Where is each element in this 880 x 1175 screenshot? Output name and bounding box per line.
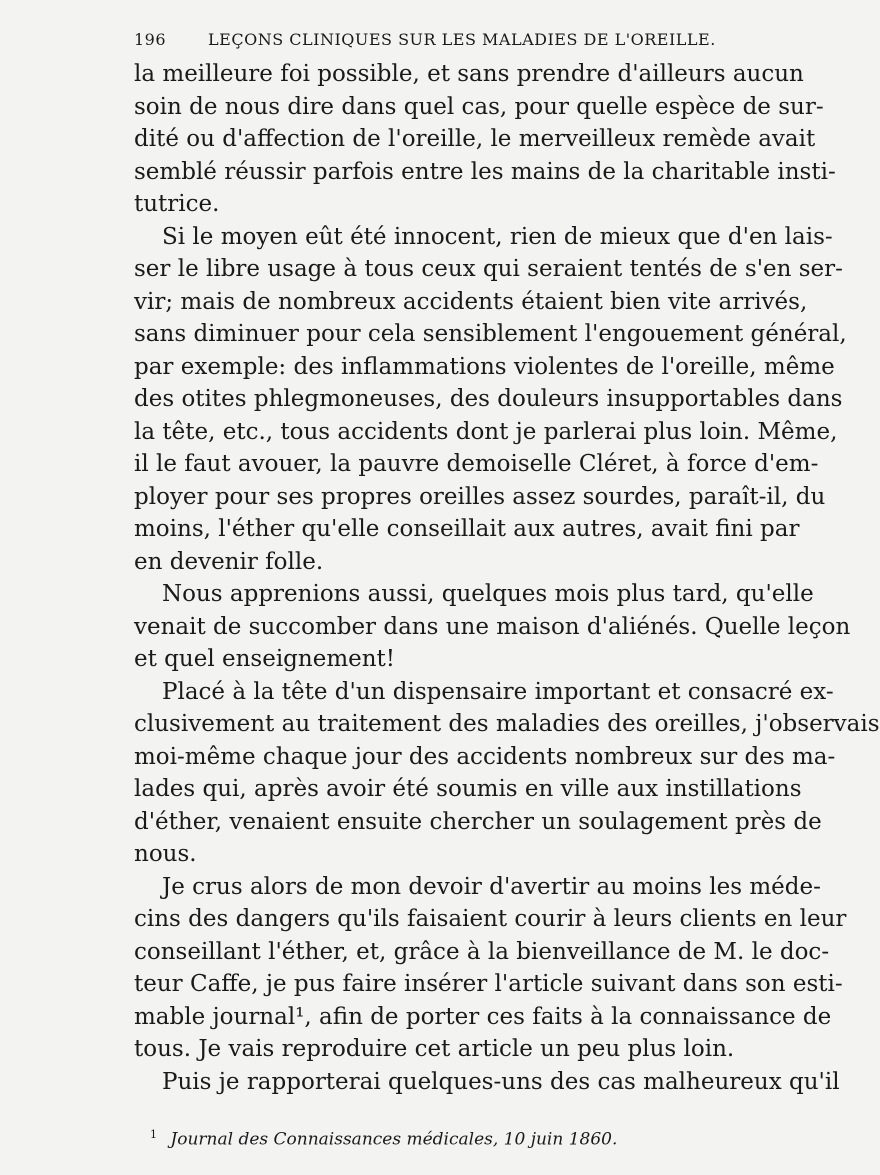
text-line: des otites phlegmoneuses, des douleurs insupportables dans: [134, 386, 843, 412]
text-line: nous.: [134, 841, 197, 867]
footnote: [150, 1124, 760, 1151]
text-line: moi-même chaque jour des accidents nombreux sur des ma-: [134, 743, 836, 770]
text-line: d'éther, venaient ensuite chercher un soulagement près de: [134, 808, 822, 835]
paragraph-first-line: Je crus alors de mon devoir d'avertir au moins les méde-: [162, 873, 821, 900]
paragraph-first-line: Si le moyen eût été innocent, rien de mieux que d'en lais-: [162, 223, 833, 250]
text-line: vir; mais de nombreux accidents étaient bien vite arrivés,: [134, 288, 808, 315]
text-line: la tête, etc., tous accidents dont je parlerai plus loin. Même,: [134, 418, 838, 445]
text-line: il le faut avouer, la pauvre demoiselle Cléret, à force d'em-: [134, 451, 819, 477]
text-line: clusivement au traitement des maladies des oreilles, j'observais: [134, 711, 880, 737]
text-line: et quel enseignement!: [134, 646, 396, 672]
text-line: ser le libre usage à tous ceux qui seraient tentés de s'en ser-: [134, 256, 843, 282]
paragraph-first-line: Placé à la tête d'un dispensaire important et consacré ex-: [162, 678, 834, 705]
text-line: venait de succomber dans une maison d'aliénés. Quelle leçon: [134, 613, 851, 640]
text-line: moins, l'éther qu'elle conseillait aux autres, avait fini par: [134, 516, 800, 542]
paragraph-first-line: Puis je rapporterai quelques-uns des cas malheureux qu'il: [162, 1068, 840, 1095]
text-line: mable journal¹, afin de porter ces faits à la connaissance de: [134, 1003, 832, 1030]
text-line: la meilleure foi possible, et sans prendre d'ailleurs aucun: [134, 61, 804, 87]
running-title: LEÇONS CLINIQUES SUR LES MALADIES DE L'OREILLE.: [208, 30, 716, 49]
paragraph-first-line: Nous apprenions aussi, quelques mois plus tard, qu'elle: [162, 581, 814, 607]
text-line: cins des dangers qu'ils faisaient courir à leurs clients en leur: [134, 906, 847, 932]
footnote-text: Journal des Connaissances médicales, 10 juin 1860.: [170, 1129, 618, 1150]
text-line: soin de nous dire dans quel cas, pour quelle espèce de sur-: [134, 93, 824, 120]
footnote-mark: 1: [150, 1128, 157, 1141]
text-line: sans diminuer pour cela sensiblement l'engouement général,: [134, 321, 847, 347]
text-line: en devenir folle.: [134, 548, 324, 575]
running-head: [134, 30, 762, 49]
page-number: 196: [134, 30, 167, 49]
text-line: semblé réussir parfois entre les mains de la charitable insti-: [134, 158, 836, 185]
body-text: [134, 58, 880, 1098]
text-line: dité ou d'affection de l'oreille, le merveilleux remède avait: [134, 126, 816, 152]
text-line: tous. Je vais reproduire cet article un peu plus loin.: [134, 1036, 735, 1062]
text-line: tutrice.: [134, 191, 220, 217]
text-line: par exemple: des inflammations violentes de l'oreille, même: [134, 353, 835, 380]
text-line: conseillant l'éther, et, grâce à la bienveillance de M. le doc-: [134, 938, 830, 965]
text-line: teur Caffe, je pus faire insérer l'article suivant dans son esti-: [134, 971, 843, 997]
text-line: ployer pour ses propres oreilles assez sourdes, paraît-il, du: [134, 483, 826, 510]
text-line: lades qui, après avoir été soumis en ville aux instillations: [134, 776, 802, 802]
